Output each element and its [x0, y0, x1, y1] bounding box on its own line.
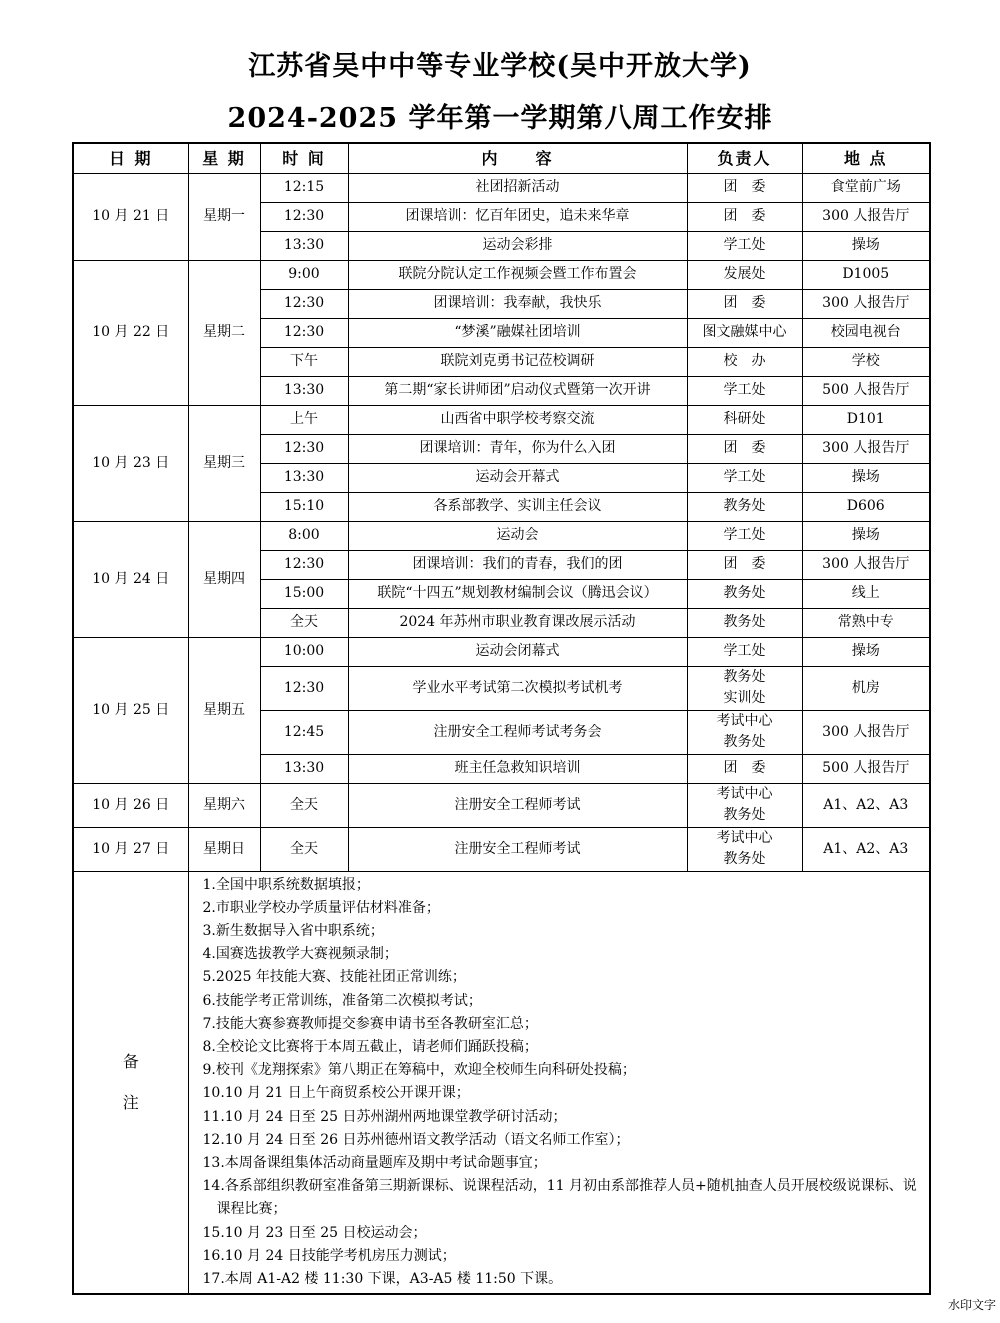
notes-list [188, 871, 930, 1294]
header-owner: 负责人 [687, 143, 802, 173]
content-cell: 2024 年苏州市职业教育课改展示活动 [348, 608, 687, 637]
remarks-row [73, 871, 930, 1294]
content-cell: 运动会开幕式 [348, 463, 687, 492]
header-weekday: 星 期 [188, 143, 260, 173]
table-row [73, 637, 930, 666]
date-cell: 10 月 27 日 [73, 827, 188, 871]
place-cell: 500 人报告厅 [802, 376, 930, 405]
time-cell: 12:15 [260, 173, 348, 202]
content-cell: 第二期“家长讲师团”启动仪式暨第一次开讲 [348, 376, 687, 405]
owner-cell: 教务处 [687, 608, 802, 637]
content-cell: 运动会闭幕式 [348, 637, 687, 666]
owner-cell: 团 委 [687, 754, 802, 783]
table-row [73, 783, 930, 827]
header-row [73, 143, 930, 173]
weekday-cell: 星期三 [188, 405, 260, 521]
content-cell: 注册安全工程师考试 [348, 827, 687, 871]
date-cell: 10 月 22 日 [73, 260, 188, 405]
place-cell: D101 [802, 405, 930, 434]
remarks-label-char-1: 备 [122, 1052, 139, 1072]
date-cell: 10 月 23 日 [73, 405, 188, 521]
content-cell: 注册安全工程师考试考务会 [348, 710, 687, 754]
place-cell: 300 人报告厅 [802, 202, 930, 231]
place-cell: 线上 [802, 579, 930, 608]
time-cell: 12:30 [260, 289, 348, 318]
place-cell: A1、A2、A3 [802, 783, 930, 827]
owner-line-2: 教务处 [723, 734, 766, 750]
owner-line-2: 教务处 [723, 851, 766, 867]
owner-cell: 团 委 [687, 173, 802, 202]
owner-cell: 学工处 [687, 637, 802, 666]
content-cell: 联院刘克勇书记莅校调研 [348, 347, 687, 376]
content-cell: “梦溪”融媒社团培训 [348, 318, 687, 347]
time-cell: 8:00 [260, 521, 348, 550]
owner-cell: 团 委 [687, 550, 802, 579]
place-cell: 300 人报告厅 [802, 550, 930, 579]
content-cell: 运动会 [348, 521, 687, 550]
weekday-cell: 星期一 [188, 173, 260, 260]
content-cell: 运动会彩排 [348, 231, 687, 260]
list-item: 7.技能大赛参赛教师提交参赛申请书至各教研室汇总； [202, 1015, 538, 1032]
time-cell: 12:30 [260, 318, 348, 347]
header-time: 时 间 [260, 143, 348, 173]
time-cell: 13:30 [260, 754, 348, 783]
owner-cell: 团 委 [687, 434, 802, 463]
list-item: 1.全国中职系统数据填报； [202, 876, 370, 893]
owner-cell: 科研处 [687, 405, 802, 434]
owner-cell: 校 办 [687, 347, 802, 376]
content-cell: 团课培训：我们的青春，我们的团 [348, 550, 687, 579]
date-cell: 10 月 26 日 [73, 783, 188, 827]
list-item: 15.10 月 23 日至 25 日校运动会； [202, 1224, 427, 1241]
header-content: 内 容 [348, 143, 687, 173]
list-item: 17.本周 A1-A2 楼 11:30 下课，A3-A5 楼 11:50 下课。 [202, 1270, 563, 1287]
list-item: 5.2025 年技能大赛、技能社团正常训练； [202, 969, 466, 986]
content-cell: 山西省中职学校考察交流 [348, 405, 687, 434]
place-cell: 500 人报告厅 [802, 754, 930, 783]
time-cell: 12:45 [260, 710, 348, 754]
list-item: 10.10 月 21 日上午商贸系校公开课开课； [202, 1085, 470, 1102]
date-cell: 10 月 21 日 [73, 173, 188, 260]
remarks-label-char-2: 注 [122, 1093, 139, 1113]
time-cell: 9:00 [260, 260, 348, 289]
owner-cell: 学工处 [687, 231, 802, 260]
time-cell: 13:30 [260, 231, 348, 260]
list-item: 16.10 月 24 日技能学考机房压力测试； [202, 1247, 456, 1264]
owner-cell: 团 委 [687, 289, 802, 318]
owner-cell: 发展处 [687, 260, 802, 289]
time-cell: 上午 [260, 405, 348, 434]
time-cell: 12:30 [260, 550, 348, 579]
place-cell: 操场 [802, 231, 930, 260]
place-cell: 操场 [802, 463, 930, 492]
remarks-label [73, 871, 188, 1294]
weekday-cell: 星期日 [188, 827, 260, 871]
list-item: 13.本周备课组集体活动商量题库及期中考试命题事宜； [202, 1154, 547, 1171]
list-item: 4.国赛选拔教学大赛视频录制； [202, 946, 398, 963]
place-cell: 机房 [802, 666, 930, 710]
owner-cell: 学工处 [687, 376, 802, 405]
place-cell: 食堂前广场 [802, 173, 930, 202]
place-cell: A1、A2、A3 [802, 827, 930, 871]
document-title: 江苏省吴中中等专业学校(吴中开放大学) [248, 51, 752, 82]
time-cell: 12:30 [260, 202, 348, 231]
place-cell: 300 人报告厅 [802, 434, 930, 463]
time-cell: 全天 [260, 783, 348, 827]
time-cell: 下午 [260, 347, 348, 376]
owner-cell: 教务处 [687, 492, 802, 521]
content-cell: 团课培训：忆百年团史，追未来华章 [348, 202, 687, 231]
list-item: 3.新生数据导入省中职系统； [202, 922, 384, 939]
header-place: 地 点 [802, 143, 930, 173]
document-subtitle: 2024-2025 学年第一学期第八周工作安排 [227, 103, 773, 134]
place-cell: 常熟中专 [802, 608, 930, 637]
table-row [73, 521, 930, 550]
weekday-cell: 星期四 [188, 521, 260, 637]
owner-cell: 学工处 [687, 463, 802, 492]
list-item: 14.各系部组织教研室准备第三期新课标、说课程活动，11 月初由系部推荐人员+随机抽查人员开展校级说课标、说课程比赛； [202, 1178, 917, 1218]
weekday-cell: 星期六 [188, 783, 260, 827]
list-item: 8.全校论文比赛将于本周五截止，请老师们踊跃投稿； [202, 1038, 538, 1055]
weekday-cell: 星期五 [188, 637, 260, 783]
owner-line-1: 考试中心 [716, 786, 773, 802]
content-cell: 学业水平考试第二次模拟考试机考 [348, 666, 687, 710]
place-cell: 学校 [802, 347, 930, 376]
place-cell: 操场 [802, 521, 930, 550]
place-cell: D606 [802, 492, 930, 521]
owner-cell [687, 710, 802, 754]
list-item: 9.校刊《龙翔探索》第八期正在筹稿中，欢迎全校师生向科研处投稿； [202, 1062, 636, 1079]
content-cell: 团课培训：青年，你为什么入团 [348, 434, 687, 463]
owner-cell: 团 委 [687, 202, 802, 231]
place-cell: D1005 [802, 260, 930, 289]
header-date: 日 期 [73, 143, 188, 173]
owner-cell [687, 666, 802, 710]
content-cell: 联院“十四五”规划教材编制会议（腾迅会议） [348, 579, 687, 608]
content-cell: 各系部教学、实训主任会议 [348, 492, 687, 521]
content-cell: 联院分院认定工作视频会暨工作布置会 [348, 260, 687, 289]
owner-cell [687, 827, 802, 871]
time-cell: 全天 [260, 827, 348, 871]
list-item: 11.10 月 24 日至 25 日苏州湖州两地课堂教学研讨活动； [202, 1108, 567, 1125]
weekday-cell: 星期二 [188, 260, 260, 405]
content-cell: 团课培训：我奉献，我快乐 [348, 289, 687, 318]
place-cell: 300 人报告厅 [802, 289, 930, 318]
content-cell: 社团招新活动 [348, 173, 687, 202]
owner-cell: 图文融媒中心 [687, 318, 802, 347]
time-cell: 15:10 [260, 492, 348, 521]
place-cell: 操场 [802, 637, 930, 666]
time-cell: 全天 [260, 608, 348, 637]
table-row [73, 827, 930, 871]
table-row [73, 260, 930, 289]
list-item: 12.10 月 24 日至 26 日苏州德州语文教学活动（语文名师工作室）； [202, 1131, 630, 1148]
schedule-table [72, 142, 931, 1295]
time-cell: 12:30 [260, 666, 348, 710]
time-cell: 12:30 [260, 434, 348, 463]
table-row [73, 173, 930, 202]
owner-cell: 教务处 [687, 579, 802, 608]
time-cell: 15:00 [260, 579, 348, 608]
date-cell: 10 月 24 日 [73, 521, 188, 637]
owner-line-1: 考试中心 [716, 713, 773, 729]
owner-line-1: 考试中心 [716, 830, 773, 846]
owner-line-2: 教务处 [723, 807, 766, 823]
time-cell: 13:30 [260, 376, 348, 405]
content-cell: 注册安全工程师考试 [348, 783, 687, 827]
owner-line-1: 教务处 [723, 669, 766, 685]
owner-cell [687, 783, 802, 827]
place-cell: 300 人报告厅 [802, 710, 930, 754]
date-cell: 10 月 25 日 [73, 637, 188, 783]
table-row [73, 405, 930, 434]
list-item: 2.市职业学校办学质量评估材料准备； [202, 899, 440, 916]
content-cell: 班主任急救知识培训 [348, 754, 687, 783]
watermark-text: 水印文字 [947, 1298, 996, 1312]
owner-line-2: 实训处 [723, 690, 766, 706]
owner-cell: 学工处 [687, 521, 802, 550]
time-cell: 13:30 [260, 463, 348, 492]
place-cell: 校园电视台 [802, 318, 930, 347]
time-cell: 10:00 [260, 637, 348, 666]
list-item: 6.技能学考正常训练，准备第二次模拟考试； [202, 992, 482, 1009]
